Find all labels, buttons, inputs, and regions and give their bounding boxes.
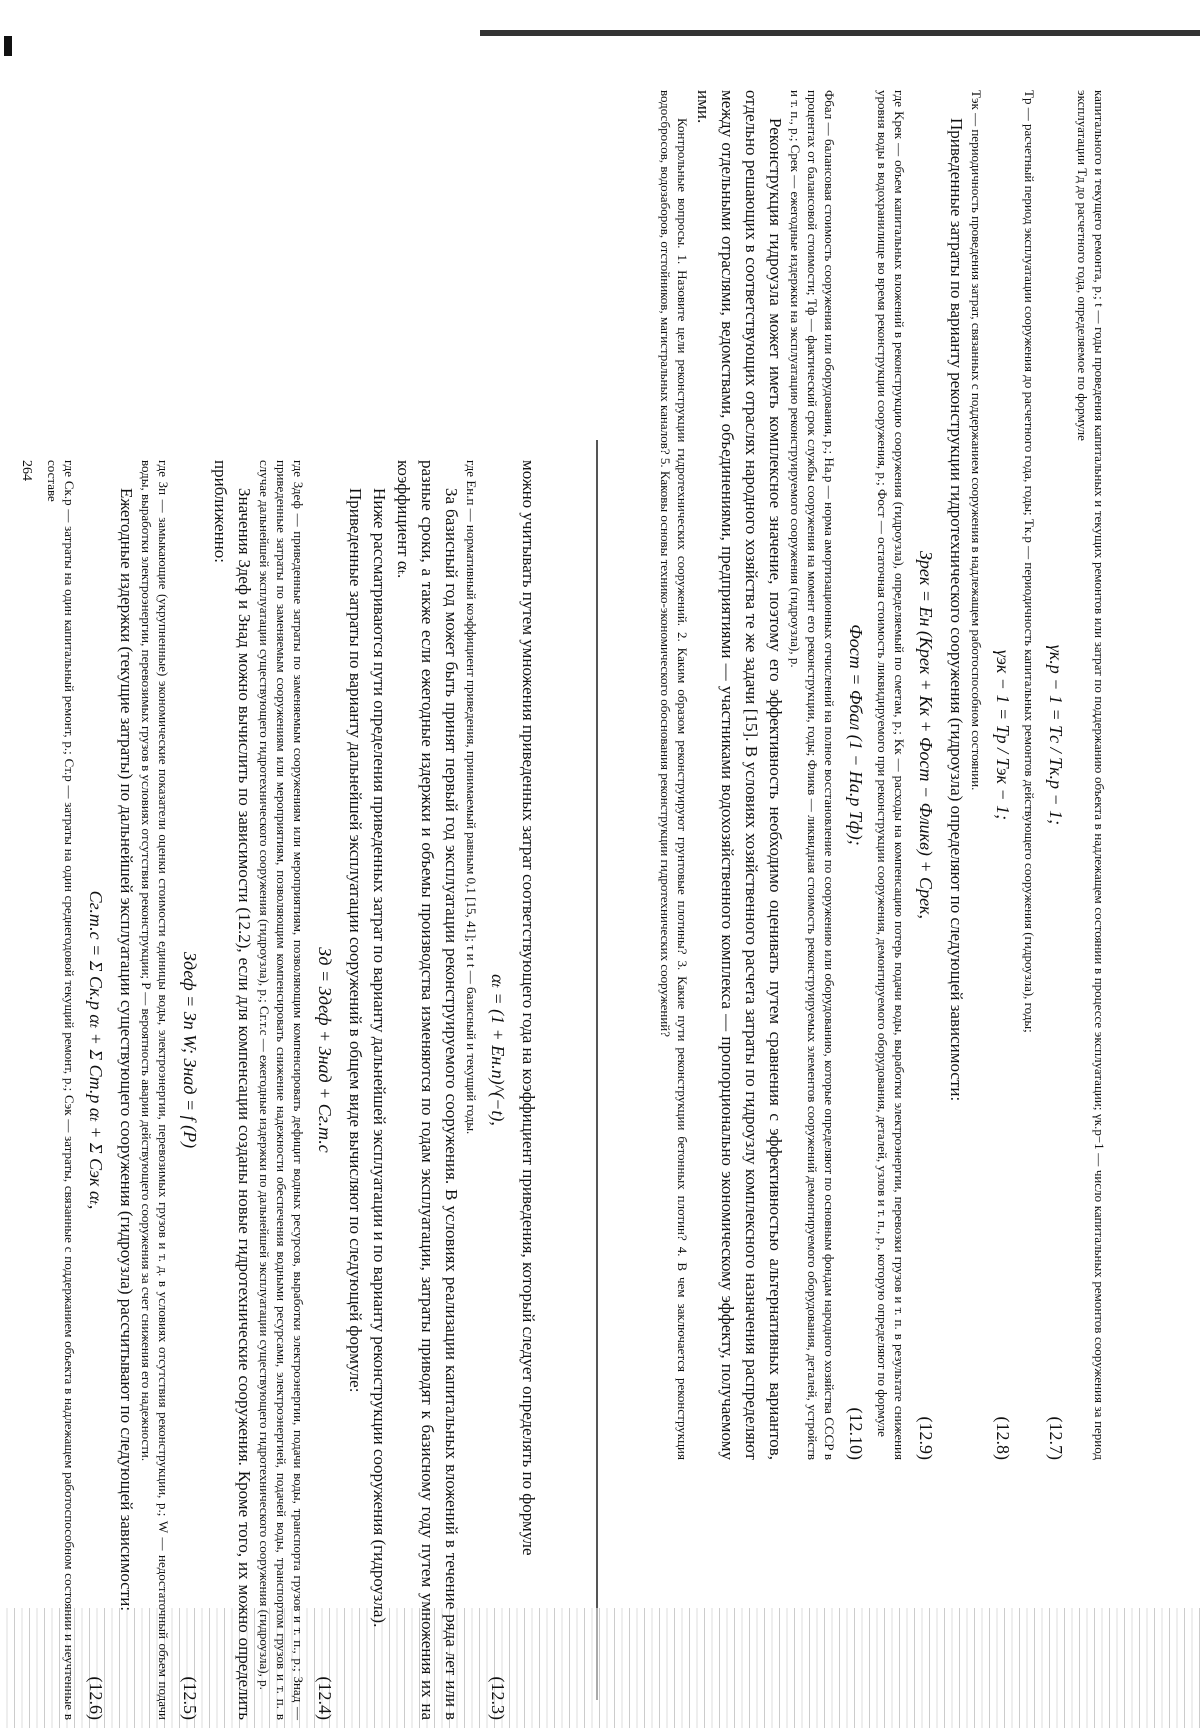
- paragraph: где Cк.р — затраты на один капитальный ремонт, р.; Cт.р — затраты на один среднегодовой текущий ремонт, р.; Cэк — затраты, связанные с поддержанием объекта в надлежащем работоспособном состоянии и неучтенные в составе: [45, 460, 77, 1720]
- paragraph: где Eн.п — нормативный коэффициент приведения, принимаемый равным 0,1 [15, 41]; τ и t — базисный и текущий годы.: [464, 460, 479, 1135]
- page-number: 264: [19, 460, 34, 481]
- formula-expression: γк.р − 1 = Tс / Tк.р − 1;: [1046, 644, 1066, 826]
- paragraph: Приведенные затраты по варианту реконструкции гидротехнического сооружения (гидроузла) определяют по следующей зависимости:: [947, 118, 966, 1102]
- paragraph: За базисный год может быть принят первый год эксплуатации реконструируемого сооружения. В условиях реализации капитальных вложений в течение ряда лет или в разные сроки, а также если ежегодные издержки и объемы производства изменяются по годам эксплуатации, затраты приводят к базисному году путем умножения их на коэффициент αₜ.: [394, 460, 461, 1720]
- formula-number: (12.5): [180, 1676, 200, 1720]
- formula-expression: Cг.т.с = Σ Cк.р αₜ + Σ Cт.р αₜ + Σ Cэк αₜ,: [86, 890, 106, 1210]
- formula-expression: Зрек = Eн (Kрек + Kк + Фост − Фликв) + Cрек,: [916, 551, 936, 919]
- paragraph: Ежегодные издержки (текущие затраты) по дальнейшей эксплуатации существующего сооружения (гидроузла) рассчитывают по следующей зависимости:: [117, 488, 136, 1612]
- paragraph: Значения Здеф и Знад можно вычислить по зависимости (12.2), если для компенсации созданы новые гидротехнические сооружения. Кроме того, их можно определить приближенно:: [211, 460, 254, 1720]
- formula-number: (12.9): [916, 1416, 936, 1460]
- right-page: [618, 90, 1108, 1460]
- formula: [844, 90, 868, 1460]
- formula: [991, 90, 1015, 1460]
- formula-number: (12.3): [488, 1676, 508, 1720]
- paragraph: Приведенные затраты по варианту дальнейшей эксплуатации сооружений в общем виде вычисляют по следующей формуле:: [346, 488, 365, 1393]
- formula-number: (12.10): [846, 1407, 866, 1460]
- paragraph: Фбал — балансовая стоимость сооружения или оборудования, р.; Hа.р — норма амортизационных отчислений на полное восстановление по сооружению или оборудованию, которые определяют по основным фондам народного хозяйства СССР в процентах от балансовой стоимости; Tф — фактический срок службы сооружения на момент его реконструкции, годы; Фликв — ликвидная стоимость реконструируемых элементов сооружений демонтируемого оборудования, деталей, устройств и т. п., р.; Cрек — ежегодные издержки на эксплуатацию реконструируемого сооружения (гидроузла), р.: [788, 90, 837, 1460]
- formula: [486, 460, 510, 1720]
- formula: [84, 460, 108, 1720]
- formula-expression: αₜ = (1 + Eн.п)^(−t),: [488, 974, 508, 1126]
- paragraph: Реконструкция гидроузла может иметь комплексное значение, поэтому его эффективность необходимо оценивать путем сравнения с эффективностью альтернативных вариантов, отдельно решающих в соответствующих отраслях народного хозяйства те же задачи [15]. В условиях хозяйственного расчета затраты по гидроузлу комплексного назначения распределяют между отдельными отраслями, ведомствами, объединениями, предприятиями — участниками водохозяйственного комплекса — пропорционально экономическому эффекту, получаемому ими.: [694, 90, 785, 1460]
- formula-number: (12.4): [315, 1676, 335, 1720]
- scan-bar-top: [480, 30, 1200, 36]
- formula-number: (12.8): [993, 1416, 1013, 1460]
- paragraph: Tэк — периодичность проведения затрат, связанных с поддержанием сооружения в надлежащем работоспособном состоянии.: [969, 90, 984, 791]
- formula-number: (12.7): [1046, 1416, 1066, 1460]
- formula-expression: Фост = Фбал (1 − Hа.р Tф);: [846, 624, 866, 846]
- formula: [914, 90, 938, 1460]
- paragraph: капитального и текущего ремонта, р.; t — годы проведения капитальных и текущих ремонтов или затрат по поддержанию объекта в надлежащем состоянии в процессе эксплуатации; γк.р−1 — число капитальных ремонтов сооружения за период эксплуатации Tд до расчетного года, определяемое по формуле: [1075, 90, 1107, 1460]
- formula-expression: Здеф = Зп W; Знад = f (P): [180, 951, 200, 1149]
- paragraph: можно учитывать путем умножения приведенных затрат соответствующего года на коэффициент приведения, который следует определять по формуле: [519, 460, 538, 1556]
- formula-expression: Зд = Здеф + Знад + Cг.т.с: [315, 947, 335, 1153]
- formula: [313, 460, 337, 1720]
- paragraph: где Здеф — приведенные затраты по заменяемым сооружениям или мероприятиям, позволяющим компенсировать дефицит водных ресурсов, выработки электроэнергии, подачи воды, транспорта грузов и т. п., р.; Знад — приведенные затраты по заменяемым сооружениям или мероприятиям, позволяющим компенсировать снижение надежности обеспечения водными ресурсами, электроэнергией, подачей воды, транспортом грузов и т. п. в случае дальнейшей эксплуатации существующего гидротехнического сооружения (гидроузла), р.; Cг.т.с — ежегодные издержки по дальнейшей эксплуатации существующего гидротехнического сооружения (гидроузла), р.: [257, 460, 306, 1720]
- formula-number: (12.6): [86, 1676, 106, 1720]
- left-page: [19, 460, 540, 1720]
- paragraph: где Зп — замыкающие (укрупненные) экономические показатели оценки стоимости единицы воды, электроэнергии, перевозимых грузов и т. д. в условиях отсутствия реконструкции, р.; W — недостаточный объем подачи воды, выработки электроэнергии, перевозимых грузов в условиях отсутствия реконструкции; P — вероятность аварии действующего сооружения за счет снижения его надежности.: [139, 460, 171, 1720]
- paragraph: Контрольные вопросы. 1. Назовите цели реконструкции гидротехнических сооружений. 2. Каким образом реконструируют грунтовые плотины? 3. Какие пути реконструкции бетонных плотин? 4. В чем заключается реконструкция водосбросов, водозаборов, отстойников, магистральных каналов? 5. Каковы основы технико-экономического обоснования реконструкции гидротехнических сооружений?: [658, 90, 690, 1460]
- paragraph: Ниже рассматриваются пути определения приведенных затрат по варианту дальнейшей эксплуатации и по варианту реконструкции сооружения (гидроузла).: [370, 488, 389, 1628]
- book-gutter: [596, 440, 598, 1700]
- formula-expression: γэк − 1 = Tр / Tэк − 1;: [993, 649, 1013, 821]
- paragraph: где Kрек — объем капитальных вложений в реконструкцию сооружения (гидроузла), определяемый по сметам, р.; Kк — расходы на компенсацию потерь подачи воды, выработки электроэнергии, перевозки грузов и т. п. в результате снижения уровня воды в водохранилище во время реконструкции сооружения, р.; Фост — остаточная стоимость ликвидируемого при реконструкции сооружения, демонтируемого оборудования, деталей, узлов и т. п., р., которую определяют по формуле: [875, 90, 907, 1460]
- scan-edge-top: [0, 0, 1200, 22]
- formula: [1044, 90, 1068, 1460]
- formula: [178, 460, 202, 1720]
- paragraph: Tр — расчетный период эксплуатации сооружения до расчетного года, годы; Tк.р — периодичность капитальных ремонтов действующего сооружения (гидроузла), годы;: [1022, 90, 1037, 1033]
- scan-mark: [4, 36, 12, 56]
